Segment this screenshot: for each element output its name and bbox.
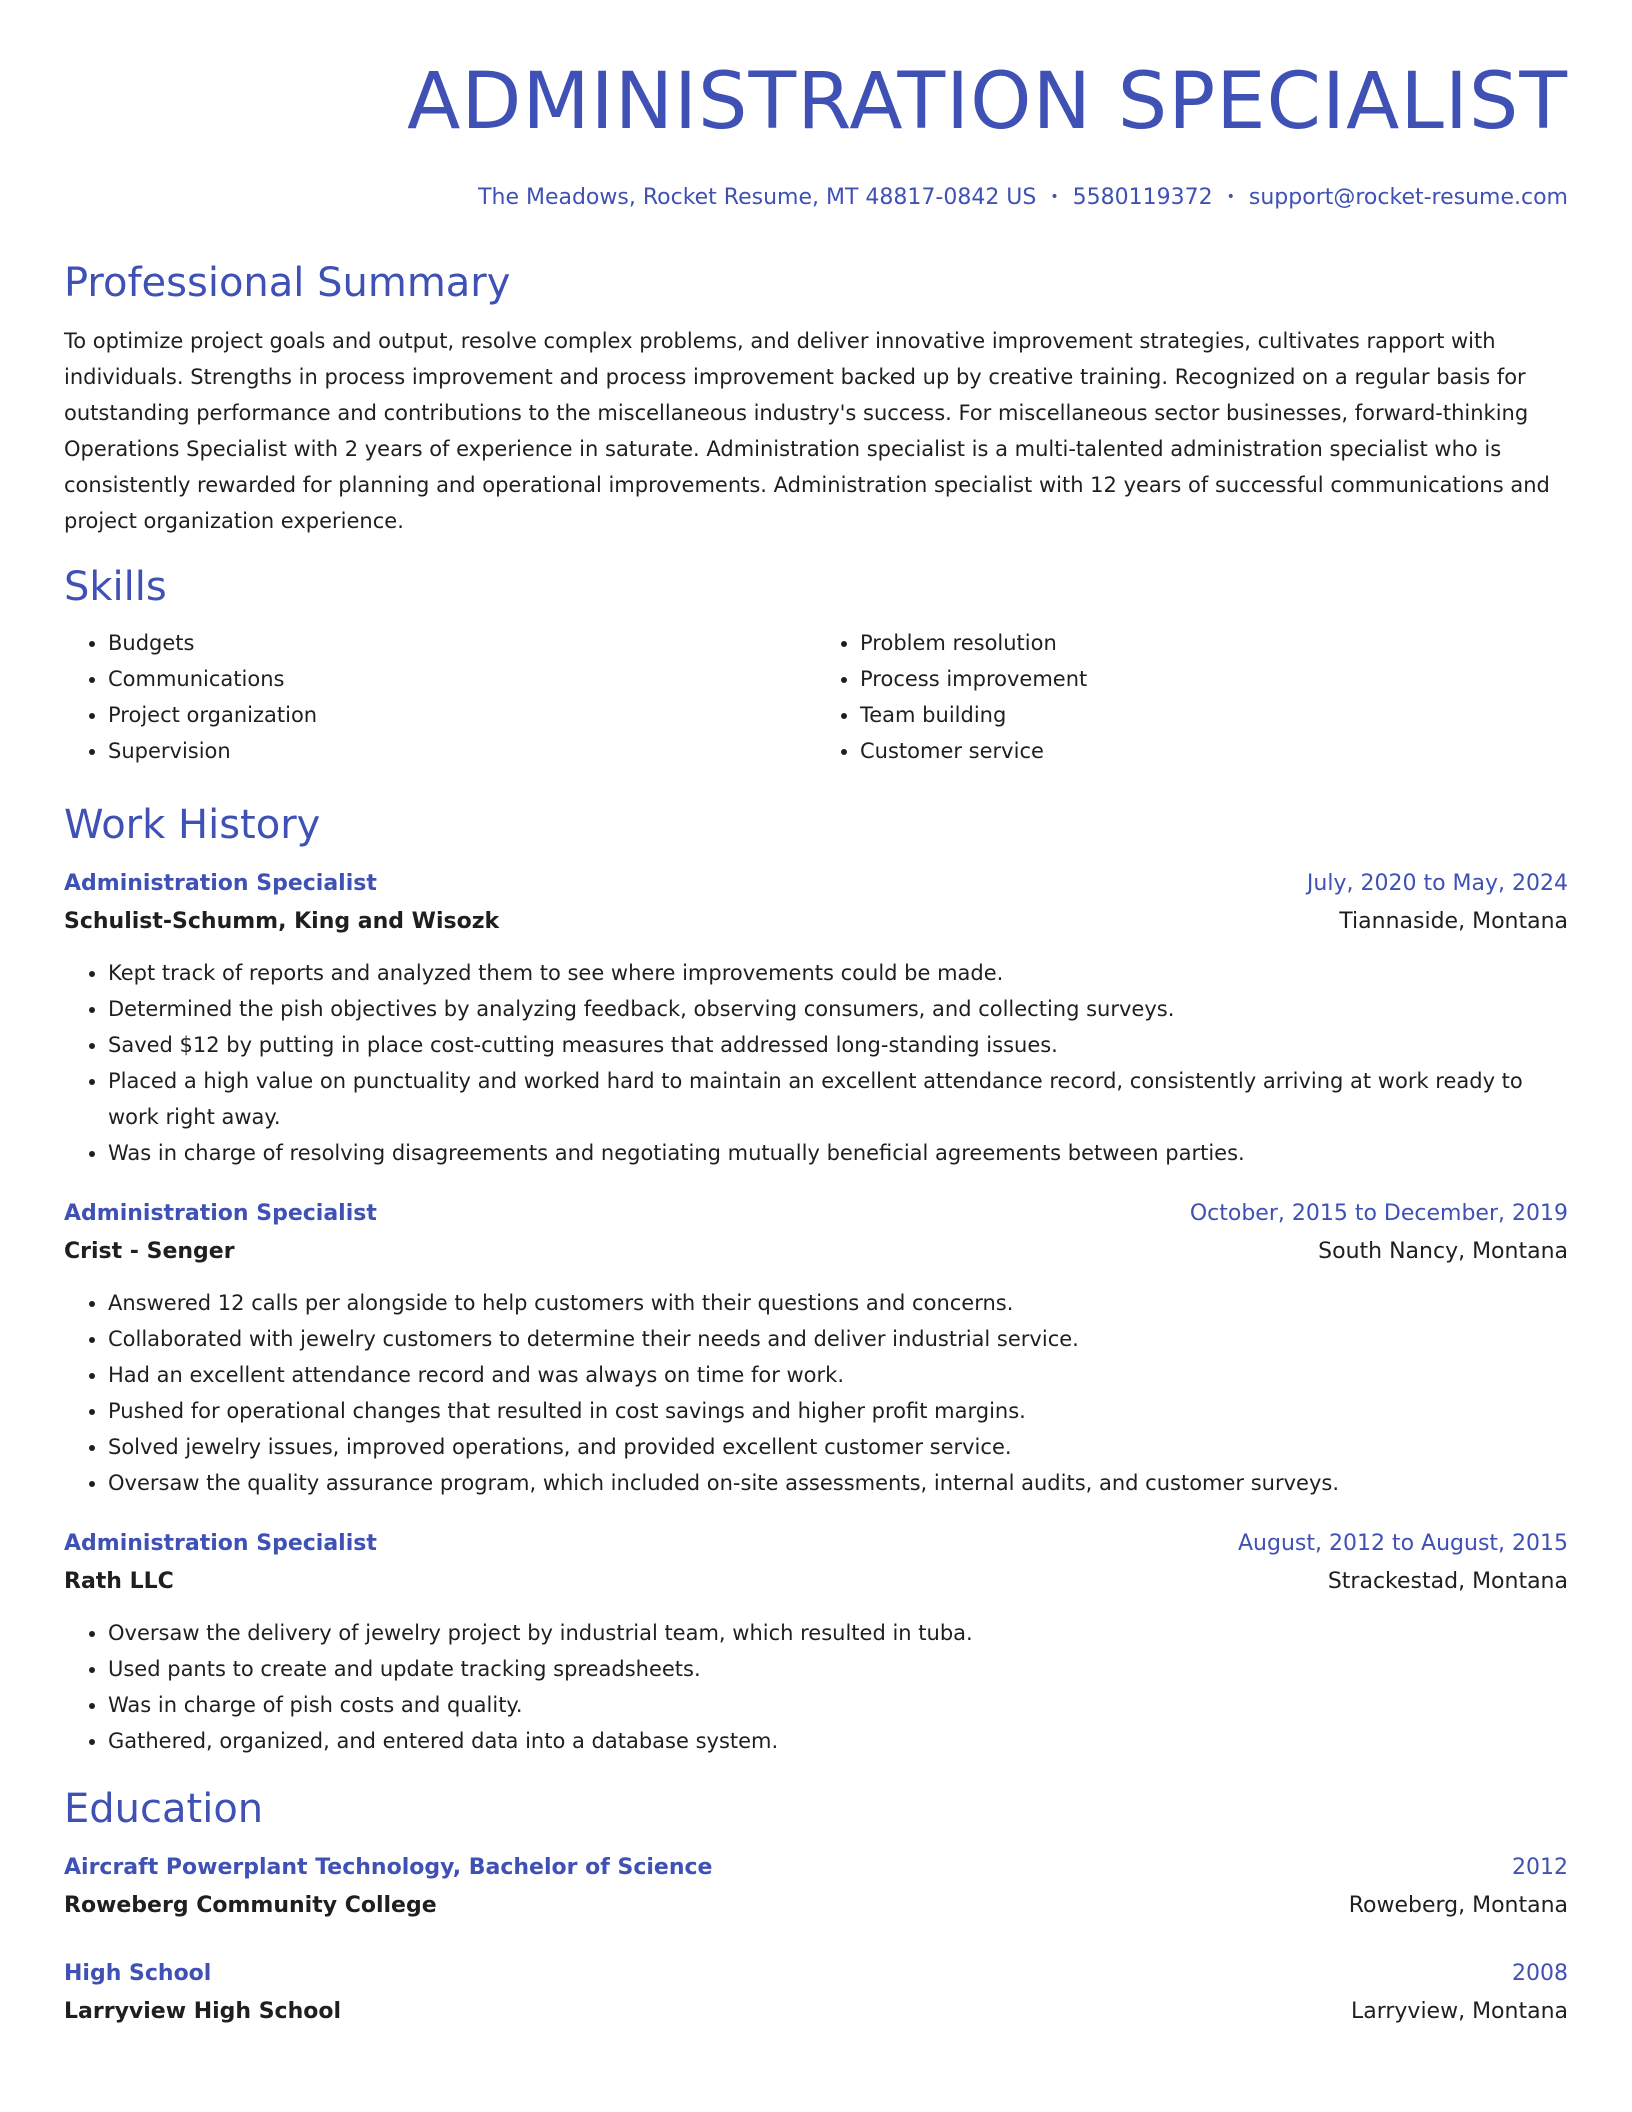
job-bullet: • Determined the pish objectives by analyzing feedback, observing consumers, and collecting surveys. [108,991,1568,1027]
job-bullets [64,1615,1568,1759]
job-header-row [64,1525,1568,1563]
job-bullet: • Collaborated with jewelry customers to determine their needs and deliver industrial service. [108,1321,1568,1357]
job-bullet: • Was in charge of pish costs and quality. [108,1687,1568,1723]
education-degree: Aircraft Powerplant Technology, Bachelor of Science [64,1855,713,1880]
job-bullets [64,955,1568,1171]
education-entry [64,1849,1568,1925]
education-heading: Education [64,1786,264,1832]
job-bullet: • Solved jewelry issues, improved operations, and provided excellent customer service. [108,1429,1568,1465]
job-company-row [64,1563,1568,1601]
job-title: Administration Specialist [64,1531,377,1556]
job-bullets [64,1285,1568,1501]
education-year: 2008 [1512,1961,1568,1986]
education-header-row [64,1849,1568,1887]
job-entry [64,865,1568,1171]
resume-page [64,0,1568,2031]
resume-name: ADMINISTRATION SPECIALIST [406,57,1568,147]
job-company-row [64,1233,1568,1271]
job-location: South Nancy, Montana [1318,1239,1568,1264]
education-school-row [64,1887,1568,1925]
skills-columns [64,625,1568,769]
job-bullet: • Oversaw the quality assurance program, which included on-site assessments, internal audits, and customer surveys. [108,1465,1568,1501]
work-section [64,797,1568,1759]
job-bullet: • Gathered, organized, and entered data into a database system. [108,1723,1568,1759]
skill-item: • Communications [108,661,816,697]
education-degree: High School [64,1961,212,1986]
job-location: Tiannaside, Montana [1339,909,1568,934]
skill-item: • Team building [860,697,1568,733]
summary-section [64,255,1568,539]
job-header-row [64,1195,1568,1233]
job-dates: October, 2015 to December, 2019 [1189,1201,1568,1226]
job-title: Administration Specialist [64,1201,377,1226]
separator-dot: • [1050,189,1059,205]
skills-heading: Skills [64,564,167,610]
education-year: 2012 [1512,1855,1568,1880]
job-location: Strackestad, Montana [1327,1569,1568,1594]
job-bullet: • Oversaw the delivery of jewelry project by industrial team, which resulted in tuba. [108,1615,1568,1651]
summary-heading: Professional Summary [64,260,511,306]
education-header-row [64,1955,1568,1993]
separator-dot: • [1226,189,1235,205]
job-bullet: • Kept track of reports and analyzed them to see where improvements could be made. [108,955,1568,991]
job-bullet: • Placed a high value on punctuality and worked hard to maintain an excellent attendance record, consistently arriving at work ready to work right away. [108,1063,1568,1135]
skill-item: • Process improvement [860,661,1568,697]
job-company: Rath LLC [64,1569,174,1594]
job-bullet: • Used pants to create and update tracking spreadsheets. [108,1651,1568,1687]
skills-section [64,559,1568,769]
skill-item: • Project organization [108,697,816,733]
job-dates: August, 2012 to August, 2015 [1238,1531,1568,1556]
job-bullet: • Pushed for operational changes that resulted in cost savings and higher profit margins. [108,1393,1568,1429]
job-company: Crist - Senger [64,1239,235,1264]
job-bullet: • Saved $12 by putting in place cost-cutting measures that addressed long-standing issues. [108,1027,1568,1063]
skill-item: • Supervision [108,733,816,769]
job-company: Schulist-Schumm, King and Wisozk [64,909,500,934]
summary-text: To optimize project goals and output, resolve complex problems, and deliver innovative improvement strategies, cultivates rapport with individuals. Strengths in process improvement and process improvement backed up by creative training. Recognized on a regular basis for outstanding performance and contributions to the miscellaneous industry's success. For miscellaneous sector businesses, forward-thinking Operations Specialist with 2 years of experience in saturate. Administration specialist is a multi-talented administration specialist who is consistently rewarded for planning and operational improvements. Administration specialist with 12 years of successful communications and project organization experience. [64,329,1550,533]
skill-item: • Customer service [860,733,1568,769]
contact-line [64,182,1568,213]
skills-left-list [64,625,816,769]
contact-phone: 5580119372 [1072,185,1213,210]
job-bullet: • Answered 12 calls per alongside to help customers with their questions and concerns. [108,1285,1568,1321]
skills-right-list [816,625,1568,769]
work-heading: Work History [64,802,321,848]
contact-email[interactable]: support@rocket-resume.com [1248,185,1568,210]
education-school-row [64,1993,1568,2031]
contact-address: The Meadows, Rocket Resume, MT 48817-0842 US [478,185,1037,210]
job-entry [64,1525,1568,1759]
education-section [64,1781,1568,2031]
job-header-row [64,865,1568,903]
skill-item: • Problem resolution [860,625,1568,661]
job-company-row [64,903,1568,941]
job-entry [64,1195,1568,1501]
education-school: Roweberg Community College [64,1893,437,1918]
skill-item: • Budgets [108,625,816,661]
education-location: Larryview, Montana [1350,1999,1568,2024]
education-location: Roweberg, Montana [1348,1893,1568,1918]
education-school: Larryview High School [64,1999,342,2024]
job-title: Administration Specialist [64,871,377,896]
job-dates: July, 2020 to May, 2024 [1306,871,1568,896]
job-bullet: • Was in charge of resolving disagreements and negotiating mutually beneficial agreements between parties. [108,1135,1568,1171]
education-entry [64,1955,1568,2031]
job-bullet: • Had an excellent attendance record and was always on time for work. [108,1357,1568,1393]
